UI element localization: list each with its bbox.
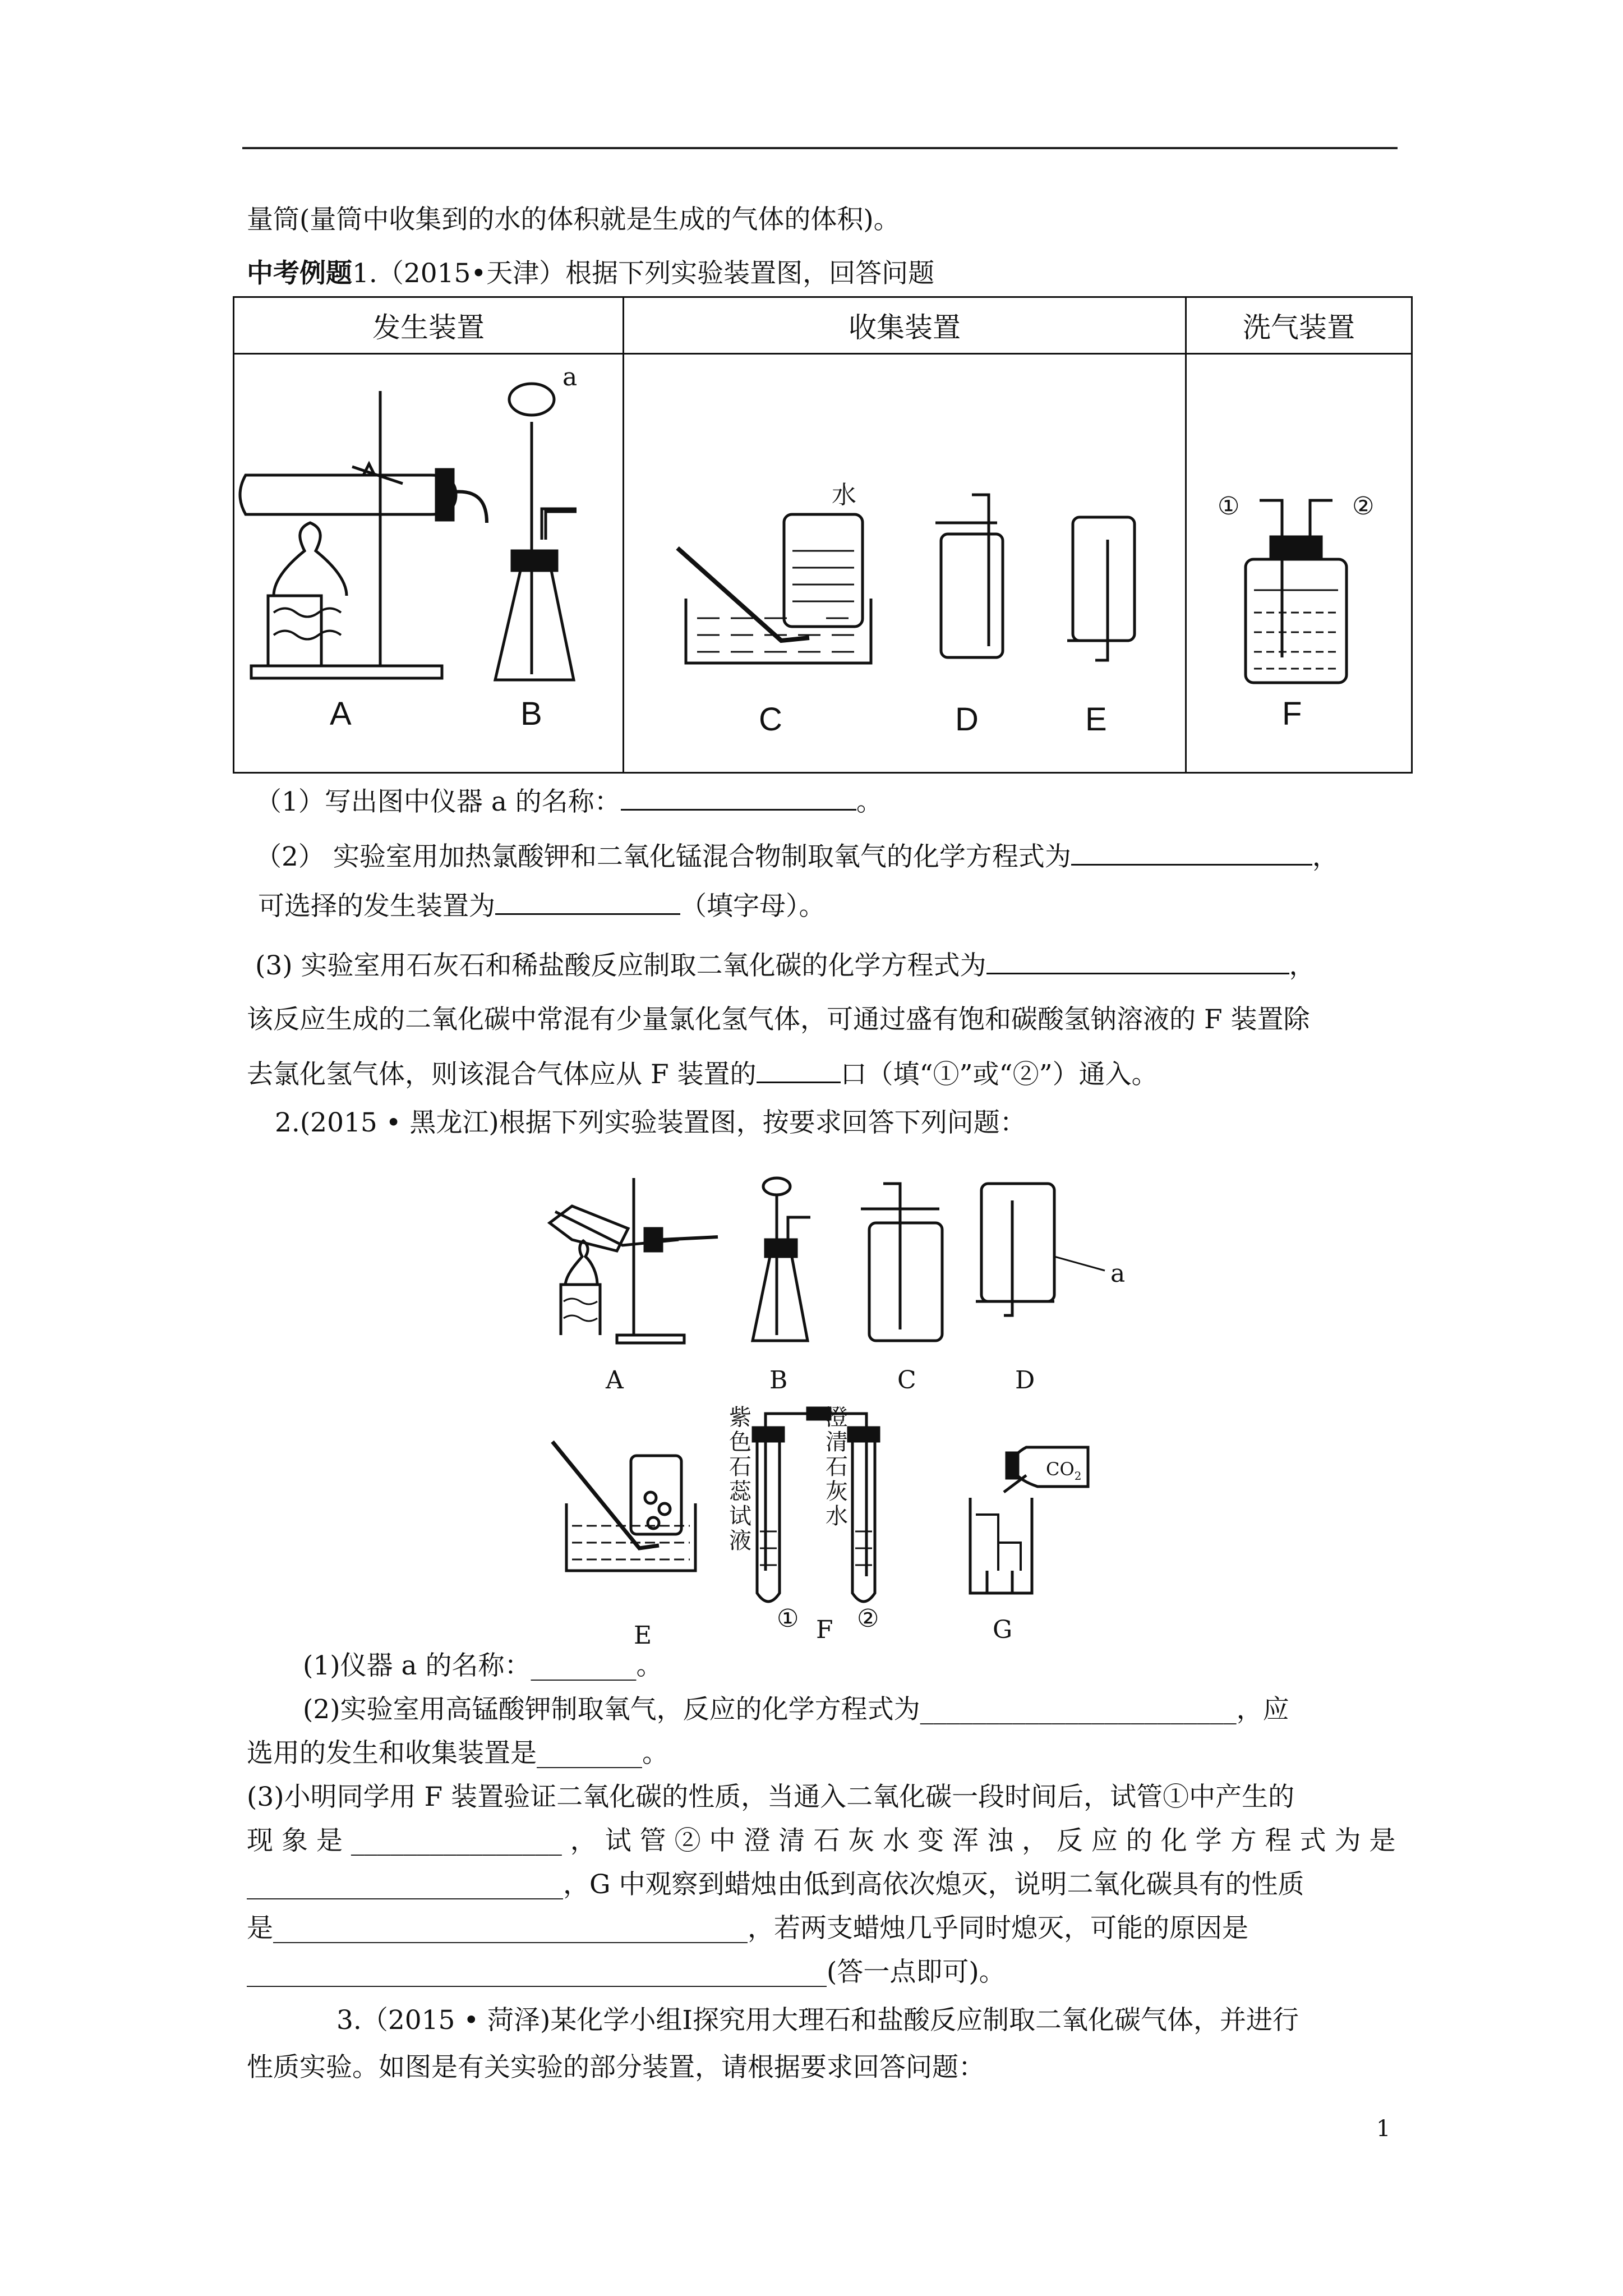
q2-apparatus-E <box>552 1442 695 1571</box>
q2-apparatus-D <box>976 1184 1105 1315</box>
label-A: A <box>330 696 352 732</box>
label-a-funnel: a <box>562 363 578 392</box>
q2-label-tube1-char: 色 <box>729 1429 751 1455</box>
q2-sub3: (3)小明同学用 F 装置验证二氧化碳的性质，当通入二氧化碳一段时间后，试管①中产生的 <box>247 1782 1295 1812</box>
q1-apparatus-table <box>233 296 1413 774</box>
apparatus-F <box>1246 500 1347 683</box>
q2-label-C: C <box>897 1366 916 1391</box>
q1-figure-CDE <box>624 355 1185 770</box>
q2-label-tube2-char: 澄 <box>826 1405 848 1430</box>
q2-figure-row1 <box>538 1167 1183 1391</box>
q2-label-D: D <box>1015 1366 1035 1391</box>
q3-line1: 3.（2015 • 菏泽)某化学小组Ⅰ探究用大理石和盐酸反应制取二氧化碳气体，并进行 <box>336 2005 1299 2036</box>
q2-label-tube1-char: 紫 <box>729 1405 751 1430</box>
answer-blank-3[interactable] <box>495 889 680 915</box>
label-C: C <box>759 701 782 738</box>
q1-sub1: （1）写出图中仪器 a 的名称： 。 <box>255 784 883 819</box>
q2-label-F: F <box>816 1616 833 1644</box>
q1-sub3c: 去氯化氢气体，则该混合气体应从 F 装置的 口（填“①”或“②”）通入。 <box>247 1057 1158 1092</box>
q2-sub2b: 选用的发生和收集装置是________。 <box>247 1738 668 1769</box>
q2-label-co2: $CO_2$ <box>1046 1458 1082 1483</box>
label-B: B <box>520 696 542 732</box>
q2-label-tube2-char: 灰 <box>826 1479 848 1504</box>
page-number: 1 <box>1376 2116 1391 2142</box>
q2-label-tube2-char: 石 <box>826 1454 848 1480</box>
q2-label-tube1-char: 试 <box>729 1503 751 1529</box>
cell-generation <box>234 354 624 773</box>
q2-sub3d: 是____________________________________，若两支蜡烛几乎同时熄灭，可能的原因是 <box>247 1913 1248 1944</box>
answer-blank-1[interactable] <box>621 784 856 811</box>
q2-label-tube2-char: 清 <box>826 1429 848 1455</box>
q2-title: 2.(2015 • 黑龙江)根据下列实验装置图，按要求回答下列问题： <box>275 1107 1026 1138</box>
header-rule <box>242 147 1398 149</box>
q2-apparatus-A <box>550 1178 718 1343</box>
apparatus-C <box>677 514 871 663</box>
q2-sub1: (1)仪器 a 的名称：________。 <box>303 1650 663 1681</box>
q2-figure-row2 <box>538 1402 1183 1655</box>
q2-label-E: E <box>634 1621 652 1650</box>
q2-label-G: G <box>993 1616 1013 1644</box>
q2-label-tube1-char: 蕊 <box>729 1479 751 1504</box>
label-F: F <box>1282 696 1302 732</box>
cell-washing <box>1186 354 1412 773</box>
q2-apparatus-B <box>753 1178 810 1341</box>
q2-label-A: A <box>606 1366 624 1391</box>
q1-figure-F <box>1187 355 1411 770</box>
apparatus-E <box>1067 517 1135 660</box>
intro-line: 量筒(量筒中收集到的水的体积就是生成的气体的体积)。 <box>247 204 900 235</box>
q2-sub3b: 现 象 是 ________________ ， 试 管 ② 中 澄 清 石 灰 水 变 浑 浊 ， 反 应 的 化 学 方 程 式 为 是 <box>247 1825 1396 1856</box>
label-port-1: ① <box>1218 492 1240 521</box>
q1-sub3: (3) 实验室用石灰石和稀盐酸反应制取二氧化碳的化学方程式为 ， <box>255 948 1316 983</box>
q2-label-tube2-char: 水 <box>826 1503 848 1529</box>
label-E: E <box>1085 701 1107 738</box>
q1-sub2: （2） 实验室用加热氯酸钾和二氧化锰混合物制取氧气的化学方程式为 ， <box>255 839 1339 874</box>
q2-apparatus-C <box>861 1184 942 1341</box>
header-washing: 洗气装置 <box>1186 297 1412 354</box>
apparatus-D <box>935 495 1003 657</box>
q2-label-B: B <box>769 1366 788 1391</box>
q1-sub3b: 该反应生成的二氧化碳中常混有少量氯化氢气体，可通过盛有饱和碳酸氢钠溶液的 F 装置除 <box>247 1004 1310 1035</box>
q2-sub3e: ____________________________________________(答一点即可)。 <box>247 1957 1006 1987</box>
q1-sub2b: 可选择的发生装置为 （填字母）。 <box>258 889 826 923</box>
q2-label-circ1: ① <box>777 1604 799 1633</box>
label-port-2: ② <box>1352 492 1375 521</box>
q1-title <box>247 257 934 291</box>
apparatus-A <box>240 391 487 678</box>
cell-collection <box>624 354 1186 773</box>
answer-blank-4[interactable] <box>986 948 1289 974</box>
header-collection: 收集装置 <box>624 297 1186 354</box>
header-generation: 发生装置 <box>234 297 624 354</box>
q1-title-bold: 中考例题 <box>247 258 352 289</box>
q2-label-a: a <box>1110 1259 1126 1288</box>
answer-blank-5[interactable] <box>757 1057 841 1083</box>
q2-label-tube1-char: 石 <box>729 1454 751 1480</box>
label-D: D <box>955 701 979 738</box>
answer-blank-2[interactable] <box>1071 839 1312 866</box>
apparatus-B <box>495 384 577 680</box>
q1-figure-AB <box>234 355 623 770</box>
q2-sub2: (2)实验室用高锰酸钾制取氧气，反应的化学方程式为________________________，应 <box>303 1694 1289 1725</box>
q2-sub3c: ________________________，G 中观察到蜡烛由低到高依次熄灭，说明二氧化碳具有的性质 <box>247 1869 1304 1900</box>
label-water: 水 <box>832 481 856 509</box>
q2-apparatus-F <box>753 1408 879 1602</box>
q2-label-tube1-char: 液 <box>729 1528 751 1554</box>
q1-title-rest: 1.（2015•天津）根据下列实验装置图，回答问题 <box>352 258 935 289</box>
q2-label-circ2: ② <box>857 1604 879 1633</box>
q3-line2: 性质实验。如图是有关实验的部分装置，请根据要求回答问题： <box>247 2052 985 2083</box>
